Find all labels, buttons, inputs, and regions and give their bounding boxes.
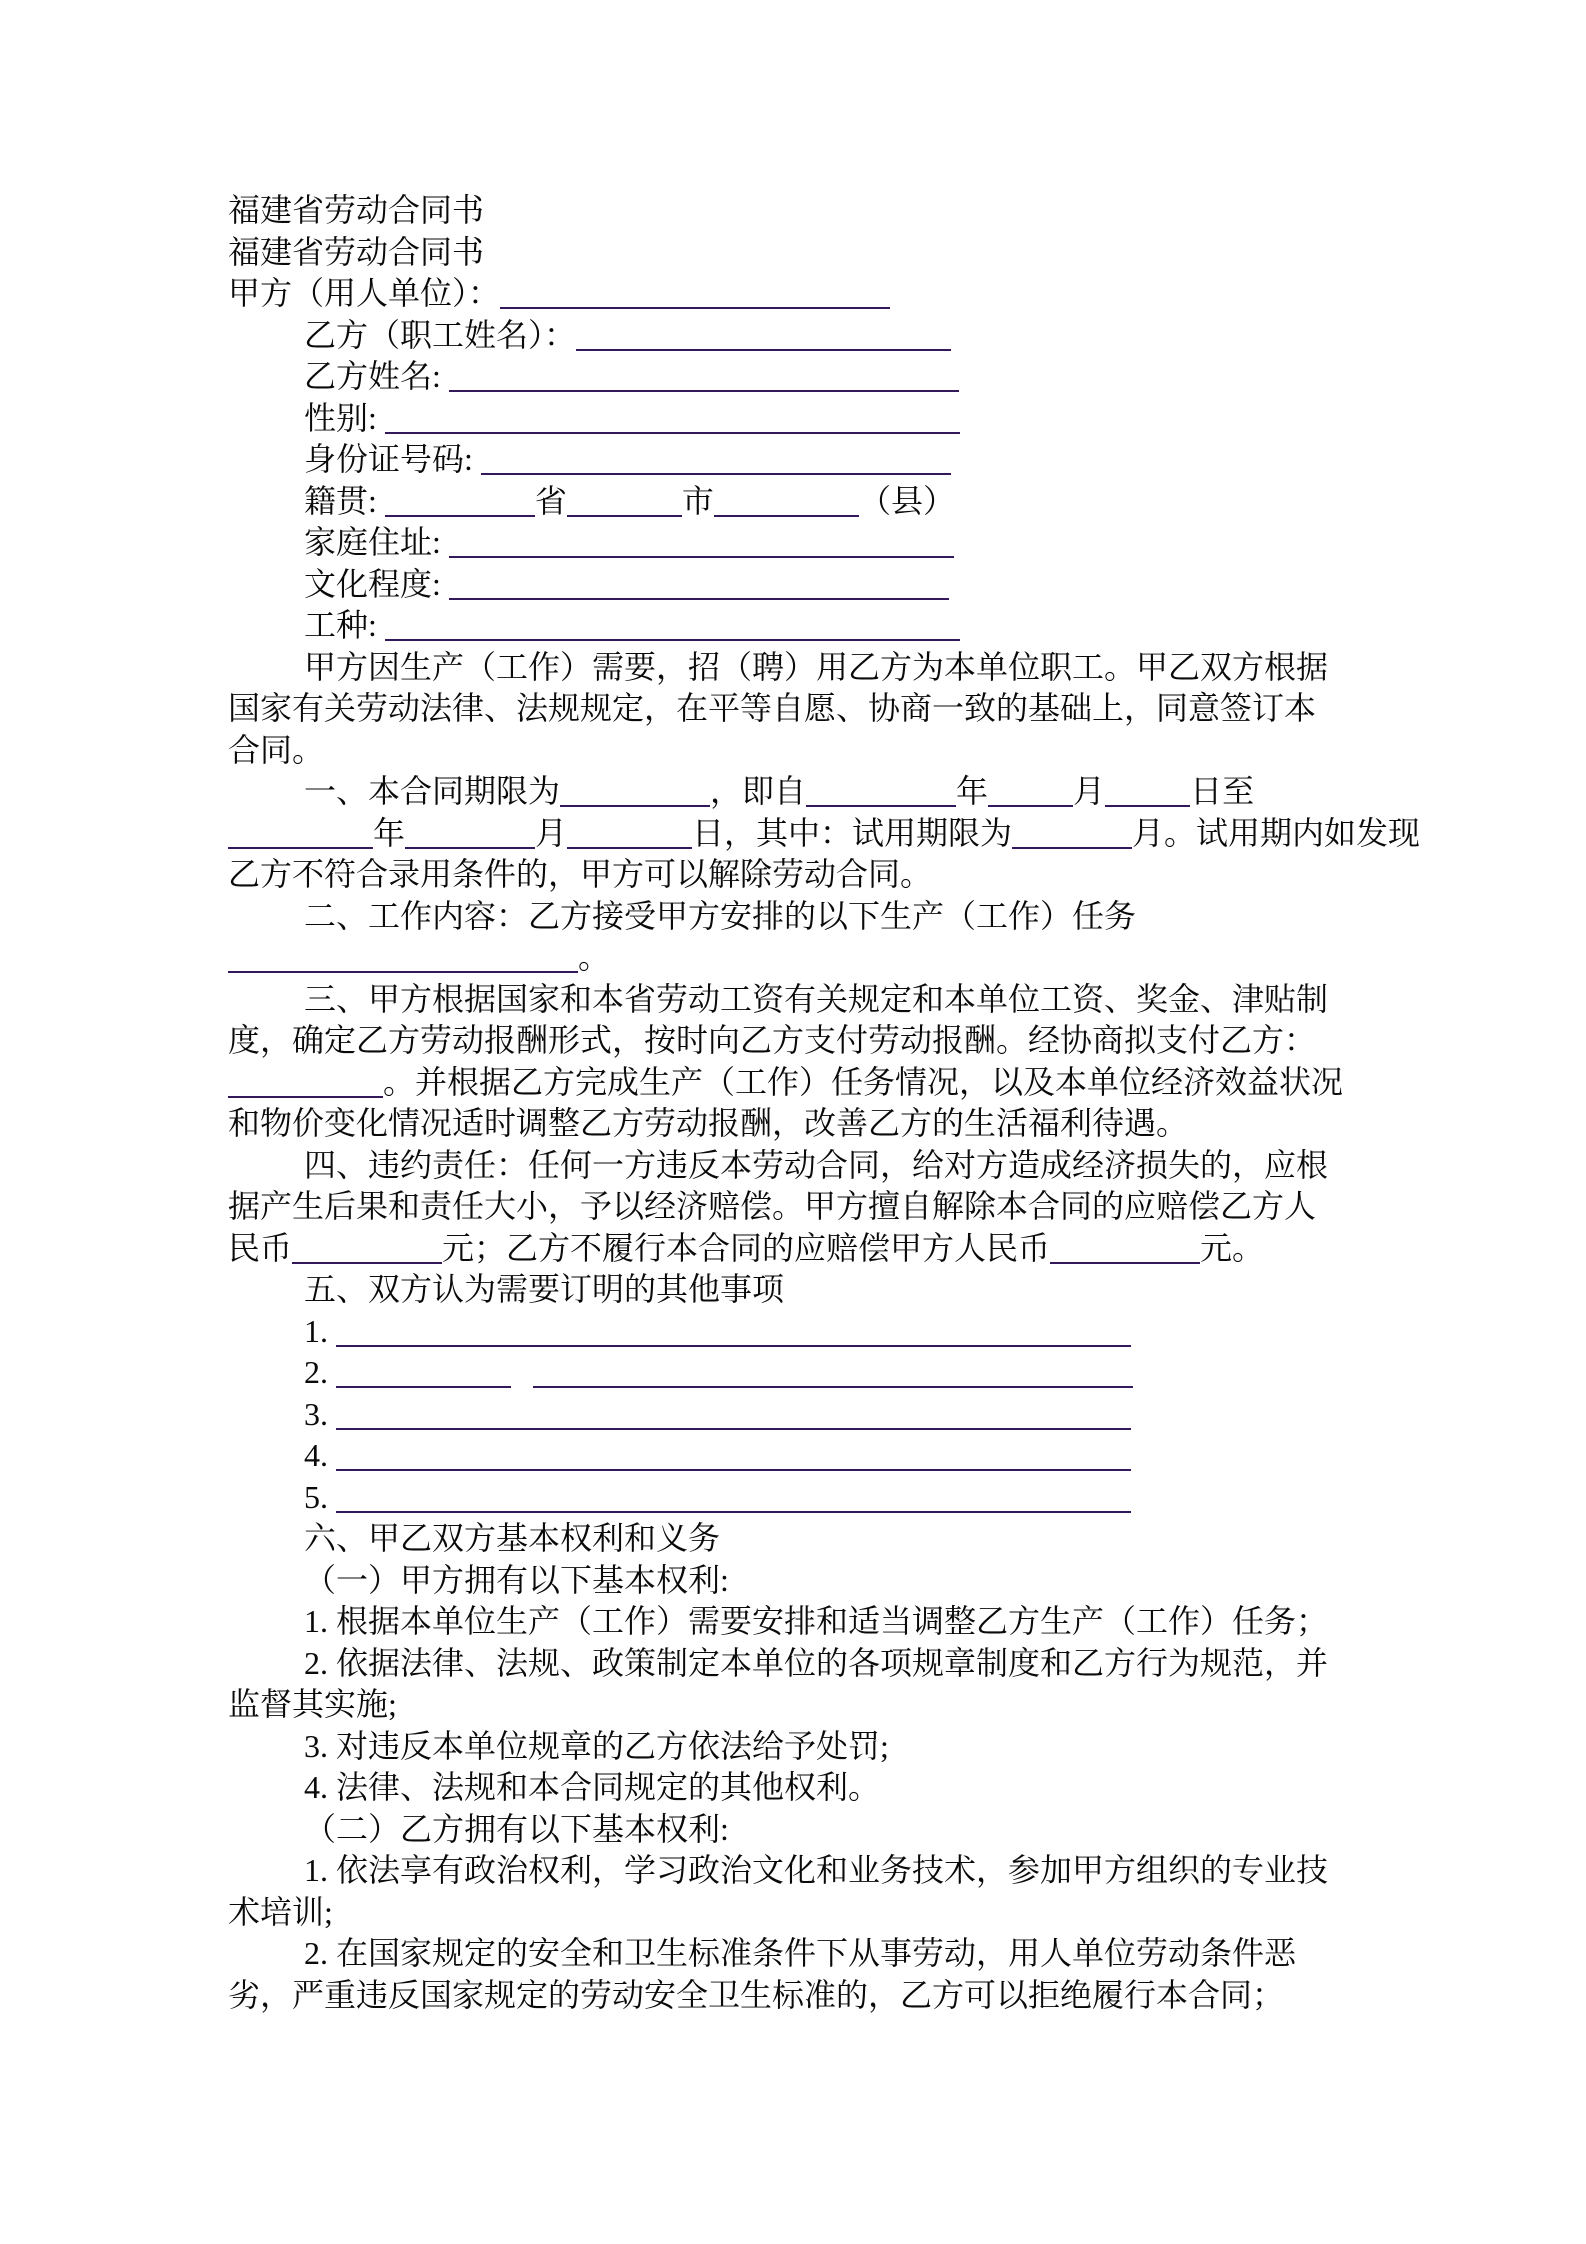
text-segment: 民币: [228, 1229, 293, 1266]
text-segment: 日至: [1190, 773, 1255, 809]
text-segment: 甲方因生产（工作）需要，招（聘）用乙方为本单位职工。甲乙双方根据: [304, 648, 1329, 685]
text-segment: 年: [956, 773, 989, 809]
blank-field: [714, 507, 859, 517]
text-segment: （县）: [858, 482, 955, 519]
blank-field: [533, 1378, 1133, 1388]
contract-document: [228, 190, 1488, 2016]
text-segment: 1. 根据本单位生产（工作）需要安排和适当调整乙方生产（工作）任务；: [304, 1603, 1329, 1639]
document-line: [228, 1726, 1488, 1768]
text-segment: 3.: [304, 1395, 336, 1432]
blank-field: [228, 1088, 383, 1098]
text-segment: 和物价变化情况适时调整乙方劳动报酬，改善乙方的生活福利待遇。: [228, 1105, 1189, 1141]
document-line: [228, 1560, 1488, 1602]
text-segment: 福建省劳动合同书: [228, 192, 485, 228]
text-segment: 元。: [1200, 1229, 1265, 1266]
document-line: [228, 1518, 1488, 1560]
document-line: [228, 937, 1488, 979]
document-line: [228, 273, 1488, 315]
blank-field: [500, 299, 890, 309]
text-segment: 。: [578, 939, 611, 975]
text-segment: （一）甲方拥有以下基本权利:: [304, 1561, 729, 1598]
text-segment: 身份证号码:: [304, 441, 481, 477]
document-line: [228, 771, 1488, 813]
text-segment: 文化程度:: [304, 565, 449, 602]
text-segment: 年: [373, 814, 406, 851]
blank-field: [1105, 797, 1190, 807]
text-segment: 4.: [304, 1437, 336, 1473]
text-segment: 据产生后果和责任大小，予以经济赔偿。甲方擅自解除本合同的应赔偿乙方人: [228, 1188, 1317, 1224]
blank-field: [336, 1503, 1131, 1513]
text-segment: 度，确定乙方劳动报酬形式，按时向乙方支付劳动报酬。经协商拟支付乙方：: [228, 1022, 1317, 1058]
document-line: [228, 1643, 1488, 1685]
document-line: [228, 1394, 1488, 1436]
text-segment: （二）乙方拥有以下基本权利:: [304, 1810, 729, 1847]
text-segment: 省: [534, 482, 567, 519]
document-line: [228, 1062, 1488, 1104]
document-line: [228, 356, 1488, 398]
text-segment: 月。试用期内如发现: [1132, 814, 1421, 851]
blank-field: [560, 797, 710, 807]
document-line: [228, 730, 1488, 772]
text-segment: 元；乙方不履行本合同的应赔偿甲方人民币: [442, 1229, 1051, 1266]
blank-field: [567, 839, 692, 849]
text-segment: 二、工作内容：乙方接受甲方安排的以下生产（工作）任务: [304, 897, 1137, 934]
blank-field: [385, 631, 960, 641]
document-line: [228, 1809, 1488, 1851]
text-segment: 合同。: [228, 731, 325, 768]
text-segment: 五、双方认为需要订明的其他事项: [304, 1271, 785, 1307]
document-line: [228, 232, 1488, 274]
text-segment: 。并根据乙方完成生产（工作）任务情况，以及本单位经济效益状况: [383, 1063, 1344, 1100]
blank-field: [576, 341, 951, 351]
document-line: [228, 564, 1488, 606]
document-line: [228, 522, 1488, 564]
text-segment: 2.: [304, 1354, 336, 1390]
blank-field: [228, 963, 578, 973]
text-segment: 监督其实施;: [228, 1686, 397, 1722]
document-line: [228, 481, 1488, 523]
text-segment: 4. 法律、法规和本合同规定的其他权利。: [304, 1769, 881, 1805]
text-segment: 甲方（用人单位）：: [228, 275, 501, 311]
text-segment: 月: [535, 814, 568, 851]
text-segment: 术培训;: [228, 1893, 333, 1930]
text-segment: 籍贯:: [304, 482, 385, 519]
document-line: [228, 1311, 1488, 1353]
text-segment: 市: [681, 482, 714, 519]
text-segment: ，即自: [710, 773, 807, 809]
text-segment: 月: [1073, 773, 1106, 809]
document-line: [228, 1269, 1488, 1311]
blank-field: [336, 1461, 1131, 1471]
document-line: [228, 1892, 1488, 1934]
text-segment: 四、违约责任：任何一方违反本劳动合同，给对方造成经济损失的，应根: [304, 1146, 1329, 1183]
document-line: [228, 1767, 1488, 1809]
text-segment: 六、甲乙双方基本权利和义务: [304, 1520, 721, 1556]
document-line: [228, 1601, 1488, 1643]
text-segment: 1. 依法享有政治权利，学习政治文化和业务技术，参加甲方组织的专业技: [304, 1852, 1329, 1888]
blank-field: [449, 548, 954, 558]
document-line: [228, 1477, 1488, 1519]
document-line: [228, 1145, 1488, 1187]
document-line: [228, 605, 1488, 647]
text-segment: 3. 对违反本单位规章的乙方依法给予处罚;: [304, 1727, 889, 1764]
text-segment: 一、本合同期限为: [304, 773, 561, 809]
text-segment: 劣，严重违反国家规定的劳动安全卫生标准的，乙方可以拒绝履行本合同；: [228, 1976, 1285, 2013]
document-line: [228, 1975, 1488, 2017]
text-segment: 性别:: [304, 399, 385, 436]
blank-field: [336, 1420, 1131, 1430]
blank-field: [336, 1337, 1131, 1347]
text-segment: 国家有关劳动法律、法规规定，在平等自愿、协商一致的基础上，同意签订本: [228, 690, 1317, 726]
blank-field: [567, 507, 682, 517]
gap: [511, 1382, 533, 1383]
text-segment: 工种:: [304, 607, 385, 643]
document-line: [228, 688, 1488, 730]
document-line: [228, 439, 1488, 481]
document-line: [228, 398, 1488, 440]
blank-field: [449, 590, 949, 600]
blank-field: [988, 797, 1073, 807]
document-line: [228, 1020, 1488, 1062]
blank-field: [481, 465, 951, 475]
text-segment: 福建省劳动合同书: [228, 233, 485, 270]
document-line: [228, 854, 1488, 896]
document-line: [228, 1186, 1488, 1228]
blank-field: [385, 424, 960, 434]
document-line: [228, 1352, 1488, 1394]
blank-field: [1050, 1254, 1200, 1264]
text-segment: 2. 依据法律、法规、政策制定本单位的各项规章制度和乙方行为规范，并: [304, 1644, 1329, 1681]
document-line: [228, 1933, 1488, 1975]
text-segment: 乙方姓名:: [304, 358, 449, 394]
text-segment: 乙方不符合录用条件的，甲方可以解除劳动合同。: [228, 856, 933, 892]
blank-field: [806, 797, 956, 807]
document-line: [228, 1103, 1488, 1145]
document-line: [228, 647, 1488, 689]
document-line: [228, 190, 1488, 232]
blank-field: [336, 1378, 511, 1388]
text-segment: 家庭住址:: [304, 524, 449, 560]
document-line: [228, 896, 1488, 938]
document-line: [228, 979, 1488, 1021]
blank-field: [449, 382, 959, 392]
blank-field: [405, 839, 535, 849]
text-segment: 三、甲方根据国家和本省劳动工资有关规定和本单位工资、奖金、津贴制: [304, 980, 1329, 1017]
document-line: [228, 1850, 1488, 1892]
document-line: [228, 1435, 1488, 1477]
document-line: [228, 813, 1488, 855]
blank-field: [228, 839, 373, 849]
blank-field: [385, 507, 535, 517]
text-segment: 乙方（职工姓名）：: [304, 316, 577, 353]
blank-field: [292, 1254, 442, 1264]
text-segment: 5.: [304, 1478, 336, 1515]
text-segment: 日，其中：试用期限为: [692, 814, 1013, 851]
blank-field: [1012, 839, 1132, 849]
document-line: [228, 1684, 1488, 1726]
text-segment: 2. 在国家规定的安全和卫生标准条件下从事劳动，用人单位劳动条件恶: [304, 1935, 1297, 1971]
text-segment: 1.: [304, 1312, 336, 1349]
document-line: [228, 1228, 1488, 1270]
document-line: [228, 315, 1488, 357]
